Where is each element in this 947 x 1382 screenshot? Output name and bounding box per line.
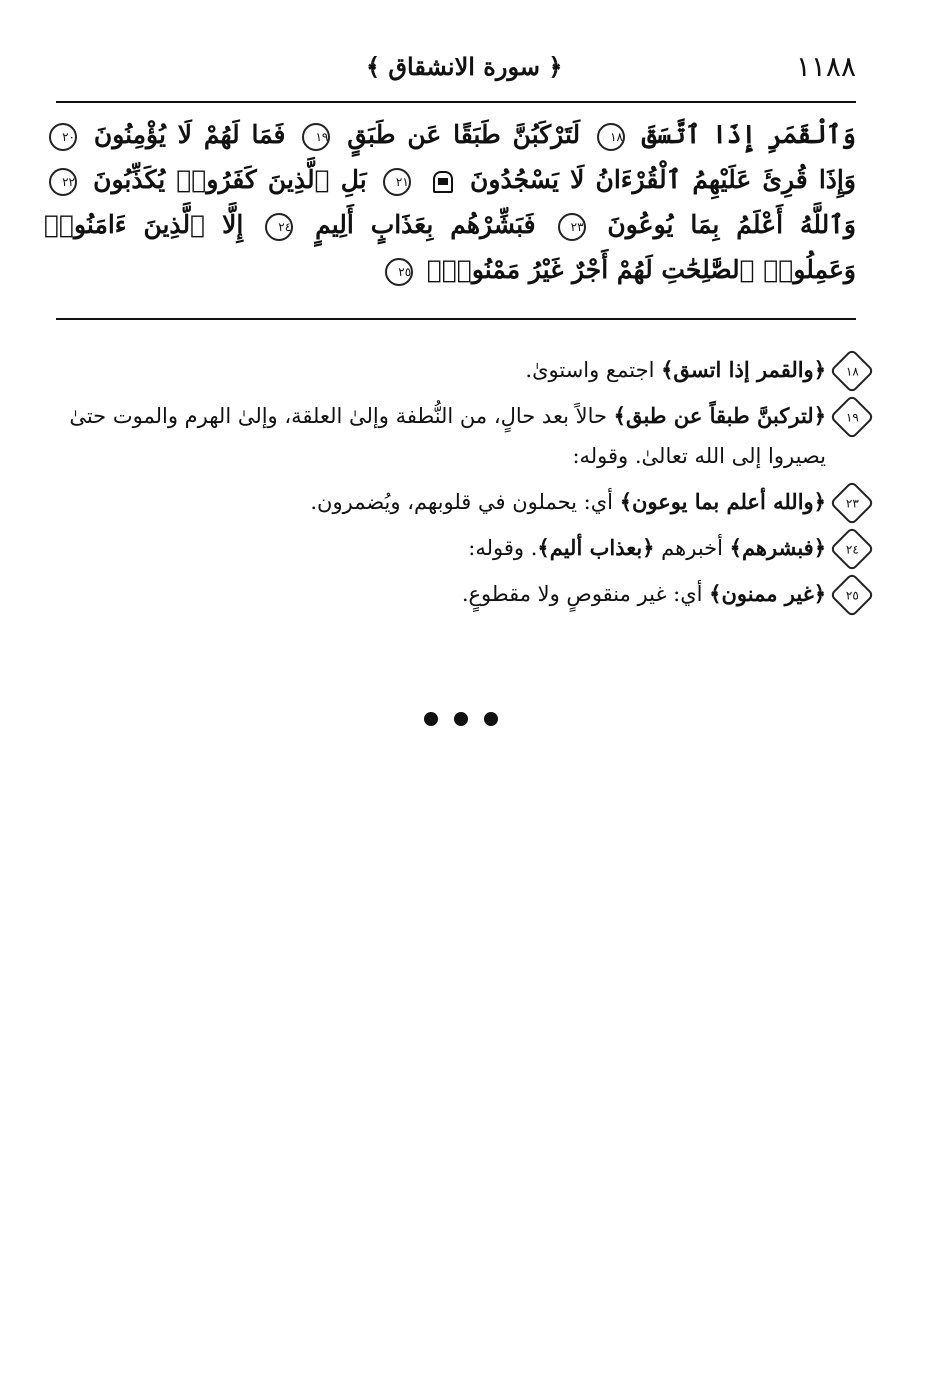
- header-divider: [56, 101, 856, 103]
- sajda-icon: [433, 171, 453, 193]
- explanation-text: أي: غير منقوصٍ ولا مقطوعٍ.: [461, 582, 710, 606]
- verse-number-badge: ٢٥: [829, 572, 874, 617]
- quoted-verse: ﴿فبشرهم﴾: [729, 535, 826, 560]
- explanation-text: أي: يحملون في قلوبهم، ويُضمرون.: [310, 490, 620, 514]
- tafsir-commentary: [44, 350, 868, 620]
- section-end-ornament: [424, 712, 498, 726]
- verse-text: وَٱلْقَمَرِ إِذَا ٱتَّسَقَ: [641, 120, 856, 149]
- explanation-text: اجتمع واستوىٰ.: [525, 358, 662, 382]
- quoted-verse: ﴿بعذاب أليم﴾: [537, 535, 655, 560]
- verse-text: لَتَرْكَبُنَّ طَبَقًا عَن طَبَقٍ: [347, 120, 581, 149]
- ayah-number-marker: ٢٥: [385, 258, 413, 286]
- ayah-number-marker: ٢٠: [49, 123, 77, 151]
- verse-number-badge: ١٩: [829, 394, 874, 439]
- verse-text: فَبَشِّرْهُم بِعَذَابٍ أَلِيمٍ: [315, 210, 536, 239]
- verse-text: فَمَا لَهُمْ لَا يُؤْمِنُونَ: [93, 120, 286, 149]
- section-divider: [56, 318, 856, 320]
- surah-title: ﴿ سورة الانشقاق ﴾: [366, 52, 563, 81]
- tafsir-entry: [44, 574, 868, 614]
- dot-icon: [484, 712, 498, 726]
- verse-text: وَإِذَا قُرِئَ عَلَيْهِمُ ٱلْقُرْءَانُ لَا يَسْجُدُونَ: [470, 165, 856, 194]
- quran-text-block: [44, 112, 856, 292]
- quoted-verse: ﴿غير ممنون﴾: [709, 581, 826, 606]
- quoted-verse: ﴿لتركبنَّ طبقاً عن طبق﴾: [613, 403, 826, 428]
- ayah-number-marker: ١٩: [302, 123, 330, 151]
- explanation-text: حالاً بعد حالٍ، من النُّطفة وإلىٰ العلقة، وإلىٰ الهرم والموت حتىٰ يصيروا إلى الله تعالىٰ. وقوله:: [69, 404, 826, 468]
- dot-icon: [424, 712, 438, 726]
- tafsir-entry: [44, 482, 868, 522]
- tafsir-entry: [44, 528, 868, 568]
- verse-text: بَلِ ٱلَّذِينَ كَفَرُوا۟ يُكَذِّبُونَ: [93, 165, 367, 194]
- dot-icon: [454, 712, 468, 726]
- ayah-number-marker: ٢٢: [49, 168, 77, 196]
- explanation-text: . وقوله:: [468, 536, 538, 560]
- quoted-verse: ﴿والله أعلم بما يوعون﴾: [619, 489, 826, 514]
- ayah-number-marker: ١٨: [597, 123, 625, 151]
- tafsir-entry: [44, 350, 868, 390]
- verse-text: إِلَّا ٱلَّذِينَ ءَامَنُوا۟ وَعَمِلُوا۟ ٱلصَّٰلِحَٰتِ لَهُمْ أَجْرٌ غَيْرُ مَمْنُونٍۭ: [44, 210, 856, 284]
- quoted-verse: ﴿والقمر إذا اتسق﴾: [661, 357, 826, 382]
- ayah-number-marker: ٢٣: [558, 213, 586, 241]
- verse-text: وَٱللَّهُ أَعْلَمُ بِمَا يُوعُونَ: [607, 210, 856, 239]
- tafsir-entry: [44, 396, 868, 476]
- ayah-number-marker: ٢٤: [265, 213, 293, 241]
- page-header: [56, 42, 856, 102]
- explanation-text: أخبرهم: [654, 536, 730, 560]
- verse-number-badge: ١٨: [829, 348, 874, 393]
- verse-number-badge: ٢٣: [829, 480, 874, 525]
- ayah-number-marker: ٢١: [383, 168, 411, 196]
- page-number: ١١٨٨: [795, 50, 856, 83]
- verse-number-badge: ٢٤: [829, 526, 874, 571]
